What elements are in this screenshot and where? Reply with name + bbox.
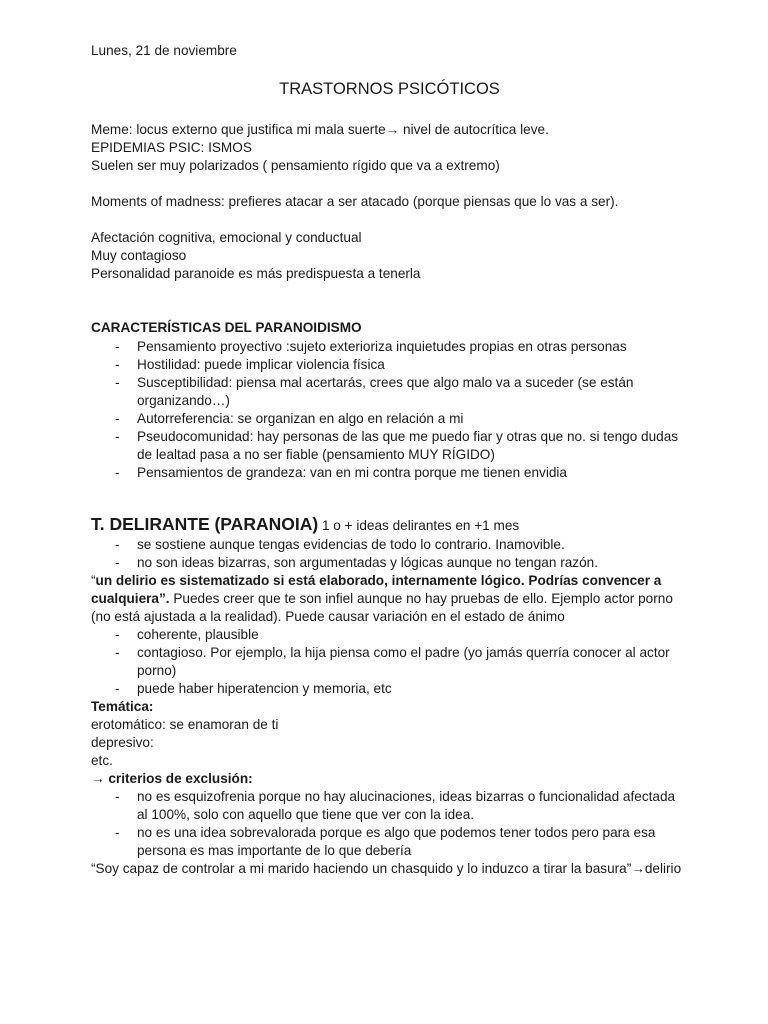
tematica-line: etc. (91, 753, 113, 768)
delirante-list-2 (91, 626, 688, 698)
delirio-quote-rest: Puedes creer que te son infiel aunque no hay pruebas de ello. Ejemplo actor porno (no está ajustada a la realidad). Puede causar variación en el estado de ánimo (91, 591, 673, 624)
tematica-line: erotomático: se enamoran de ti (91, 717, 279, 732)
delirante-subtitle: 1 o + ideas delirantes en +1 mes (318, 518, 520, 533)
section-heading-paranoidismo: CARACTERÍSTICAS DEL PARANOIDISMO (91, 320, 362, 335)
trait-line: Afectación cognitiva, emocional y conductual (91, 230, 362, 245)
list-item: - no es una idea sobrevalorada porque es algo que podemos tener todos pero para esa persona es mas importante de lo que debería (115, 825, 656, 858)
delirio-quote-bold: un delirio es sistematizado si está elaborado, internamente lógico. Podrías convencer a cualquiera”. (91, 573, 662, 606)
trait-line: Personalidad paranoide es más predispuesta a tenerla (91, 266, 421, 281)
trait-line: Muy contagioso (91, 248, 187, 263)
list-item: - coherente, plausible (115, 627, 259, 642)
page-title: TRASTORNOS PSICÓTICOS (279, 80, 500, 98)
list-item: - Autorreferencia: se organizan en algo en relación a mi (115, 411, 464, 426)
intro-line: Meme: locus externo que justifica mi mala suerte→ nivel de autocrítica leve. (91, 122, 549, 137)
paranoid-list (91, 338, 688, 482)
date: Lunes, 21 de noviembre (91, 43, 237, 58)
tematica-label: Temática: (91, 699, 154, 714)
list-item: - Pseudocomunidad: hay personas de las que me puedo fiar y otras que no. si tengo dudas de lealtad pasa a no ser fiable (pensamiento MUY RÍGIDO) (115, 429, 679, 462)
exclusion-list (91, 788, 688, 860)
list-item: - contagioso. Por ejemplo, la hija piensa como el padre (yo jamás querría conocer al actor porno) (115, 645, 670, 678)
final-quote: “Soy capaz de controlar a mi marido haciendo un chasquido y lo induzco a tirar la basura”→delirio (91, 861, 682, 876)
list-item: - se sostiene aunque tengas evidencias de todo lo contrario. Inamovible. (115, 537, 565, 552)
intro-line: EPIDEMIAS PSIC: ISMOS (91, 140, 252, 155)
moments-line: Moments of madness: prefieres atacar a ser atacado (porque piensas que lo vas a ser). (91, 194, 619, 209)
list-item: - Pensamientos de grandeza: van en mi contra porque me tienen envidia (115, 465, 567, 480)
tematica-line: depresivo: (91, 735, 154, 750)
list-item: - no son ideas bizarras, son argumentadas y lógicas aunque no tengan razón. (115, 555, 598, 570)
list-item: - puede haber hiperatencion y memoria, etc (115, 681, 392, 696)
list-item: - Pensamiento proyectivo :sujeto exterioriza inquietudes propias en otras personas (115, 339, 627, 354)
list-item: - no es esquizofrenia porque no hay alucinaciones, ideas bizarras o funcionalidad afectada al 100%, solo con aquello que tiene que ver con la idea. (115, 789, 676, 822)
list-item: - Hostilidad: puede implicar violencia física (115, 357, 385, 372)
exclusion-heading: → criterios de exclusión: (91, 771, 253, 786)
delirante-title: T. DELIRANTE (PARANOIA) (91, 514, 319, 534)
list-item: - Susceptibilidad: piensa mal acertarás, crees que algo malo va a suceder (se están organizando…) (115, 375, 634, 408)
arrow-icon: → (91, 771, 109, 786)
delirante-list-1 (91, 536, 688, 572)
delirio-quote: “un delirio es sistematizado si está elaborado, internamente lógico. Podrías convencer a cualquiera”. Puedes creer que te son infiel aunque no hay pruebas de ello. Ejemplo actor porno (no está ajustada a la realidad). Puede causar variación en el estado de ánimo (91, 573, 673, 624)
intro-line: Suelen ser muy polarizados ( pensamiento rígido que va a extremo) (91, 158, 500, 173)
section-heading-delirante (91, 514, 688, 536)
